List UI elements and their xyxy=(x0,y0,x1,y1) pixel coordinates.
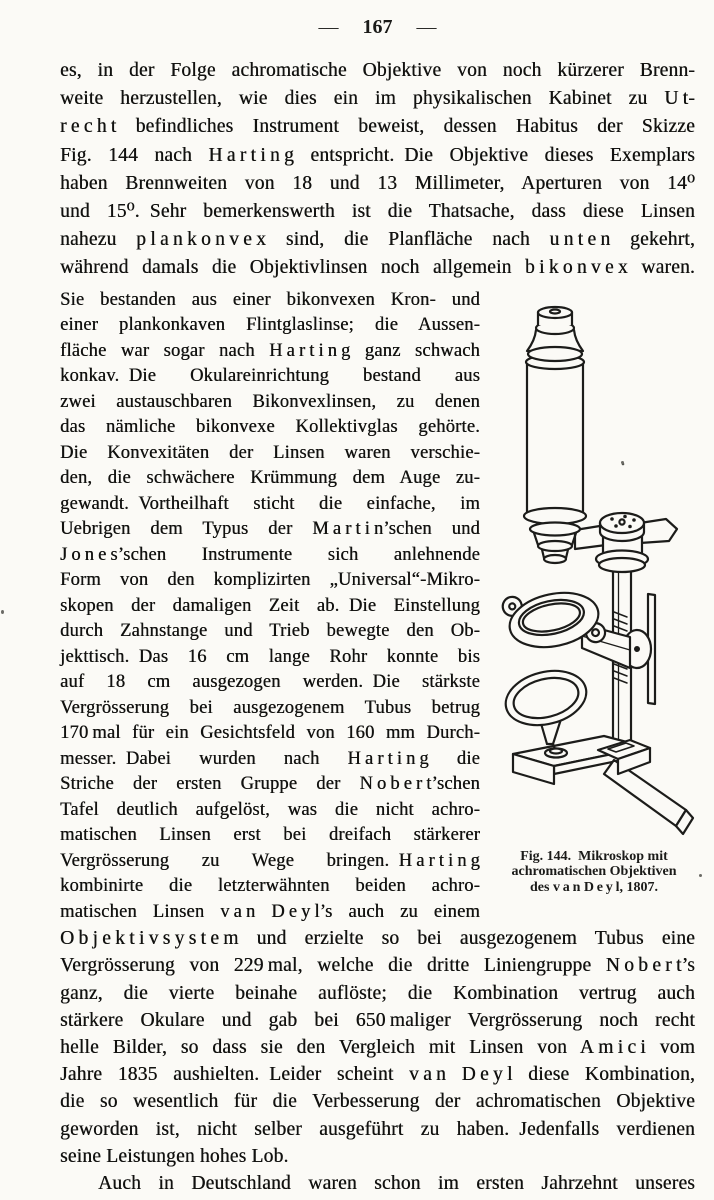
text-line: Uebrigen dem Typus der M a r t i n’schen und xyxy=(60,519,480,540)
microscope-illustration xyxy=(480,292,700,848)
text-line: 170 mal für ein Gesichtsfeld von 160 mm Durch- xyxy=(60,723,480,744)
text-line: Fig. 144. Mikroskop mit xyxy=(520,848,668,864)
text-line: Sie bestanden aus einer bikonvexen Kron- und xyxy=(60,289,480,310)
text-line: den, die schwächere Krümmung dem Auge zu- xyxy=(60,468,480,489)
scan-speck xyxy=(621,461,624,464)
text-line: haben Brennweiten von 18 und 13 Millimeter, Aperturen von 14⁰ xyxy=(60,172,695,194)
page-number-dash-left: — xyxy=(318,16,339,38)
text-line: zwei austauschbaren Bikonvexlinsen, zu denen xyxy=(60,391,480,412)
text-line: während damals die Objektivlinsen noch allgemein b i k o n v e x waren. xyxy=(60,257,695,279)
text-line: Jahre 1835 aushielten. Leider scheint v a n D e y l diese Kombination, xyxy=(60,1064,695,1086)
text-line: es, in der Folge achromatische Objektive von noch kürzerer Brenn- xyxy=(60,60,695,81)
bottom-paragraph xyxy=(60,925,695,1170)
text-line: stärkere Okulare und gab bei 650 maliger Vergrösserung noch recht xyxy=(60,1009,695,1031)
text-line: ganz, die vierte beinahe auflöste; die Kombination vertrug auch xyxy=(60,982,695,1004)
top-paragraph xyxy=(60,57,695,283)
eyepiece xyxy=(526,307,584,369)
text-line: messer. Dabei wurden nach H a r t i n g die xyxy=(60,748,480,769)
text-line: jekttisch. Das 16 cm lange Rohr konnte bis xyxy=(60,646,480,667)
text-line: Vergrösserung bei ausgezogenem Tubus betrug xyxy=(60,697,480,718)
text-line: Die Konvexitäten der Linsen waren verschie- xyxy=(60,442,480,463)
objective-cone xyxy=(534,533,576,563)
text-line: konkav. Die Okulareinrichtung bestand aus xyxy=(60,366,480,387)
stage xyxy=(501,579,630,668)
text-line: J o n e s’schen Instrumente sich anlehnende xyxy=(60,544,480,565)
text-line: weite herzustellen, wie dies ein im physikalischen Kabinet zu U t- xyxy=(60,88,695,110)
page-number-value: 167 xyxy=(362,16,393,38)
page-number-dash-right: — xyxy=(416,16,437,38)
text-line: achromatischen Objektiven xyxy=(511,864,677,880)
page-number xyxy=(60,16,695,44)
scan-speck xyxy=(1,610,4,614)
scan-speck xyxy=(699,874,702,877)
text-line: matischen Linsen erst bei dreifach stärkerer xyxy=(60,825,480,846)
text-line: die so wesentlich für die Verbesserung der achromatischen Objektive xyxy=(60,1091,695,1113)
text-line: auf 18 cm ausgezogen werden. Die stärkste xyxy=(60,672,480,693)
text-line: Fig. 144 nach H a r t i n g entspricht. Die Objektive dieses Exemplars xyxy=(60,144,695,166)
text-line: gewandt. Vortheilhaft sticht die einfache, im xyxy=(60,493,480,514)
text-line: durch Zahnstange und Trieb bewegte den Ob- xyxy=(60,621,480,642)
text-line: Tafel deutlich aufgelöst, was die nicht achro- xyxy=(60,799,480,820)
text-line: des v a n D e y l, 1807. xyxy=(530,879,658,895)
text-line: das nämliche bikonvexe Kollektivglas gehörte. xyxy=(60,417,480,438)
figure-144 xyxy=(480,288,695,926)
text-line: Vergrösserung von 229 mal, welche die dritte Liniengruppe N o b e r t’s xyxy=(60,955,695,977)
base-foot xyxy=(513,736,693,834)
closing-paragraph xyxy=(60,1170,695,1197)
text-line: Form von den komplizirten „Universal“-Mikro- xyxy=(60,570,480,591)
text-line: einer plankonkaven Flintglaslinse; die Aussen- xyxy=(60,315,480,336)
text-line: skopen der damaligen Zeit ab. Die Einstellung xyxy=(60,595,480,616)
text-line: r e c h t befindliches Instrument beweist, dessen Habitus der Skizze xyxy=(60,116,695,138)
figure-caption xyxy=(480,849,700,896)
text-line: seine Leistungen hohes Lob. xyxy=(60,1145,289,1167)
text-and-figure-section xyxy=(60,288,695,926)
text-line: helle Bilder, so dass sie den Vergleich mit Linsen von A m i c i vom xyxy=(60,1036,695,1058)
text-line: geworden ist, nicht selber ausgeführt zu haben. Jedenfalls verdienen xyxy=(60,1118,695,1140)
text-line: nahezu p l a n k o n v e x sind, die Planfläche nach u n t e n gekehrt, xyxy=(60,229,695,251)
body-tube xyxy=(524,307,586,563)
text-line: Vergrösserung zu Wege bringen. H a r t i n g xyxy=(60,850,480,871)
left-text-column xyxy=(60,288,480,926)
text-line: Auch in Deutschland waren schon im ersten Jahrzehnt unseres xyxy=(98,1172,695,1194)
text-line: kombinirte die letzterwähnten beiden achro- xyxy=(60,876,480,897)
text-line: fläche war sogar nach H a r t i n g ganz schwach xyxy=(60,340,480,361)
text-line: Striche der ersten Gruppe der N o b e r t’schen xyxy=(60,774,480,795)
text-line: und 15⁰. Sehr bemerkenswerth ist die Thatsache, dass diese Linsen xyxy=(60,201,695,223)
text-line: matischen Linsen v a n D e y l’s auch zu einem xyxy=(60,901,480,922)
text-line: O b j e k t i v s y s t e m und erzielte so bei ausgezogenem Tubus eine xyxy=(60,928,695,950)
pillar-head xyxy=(596,513,648,572)
